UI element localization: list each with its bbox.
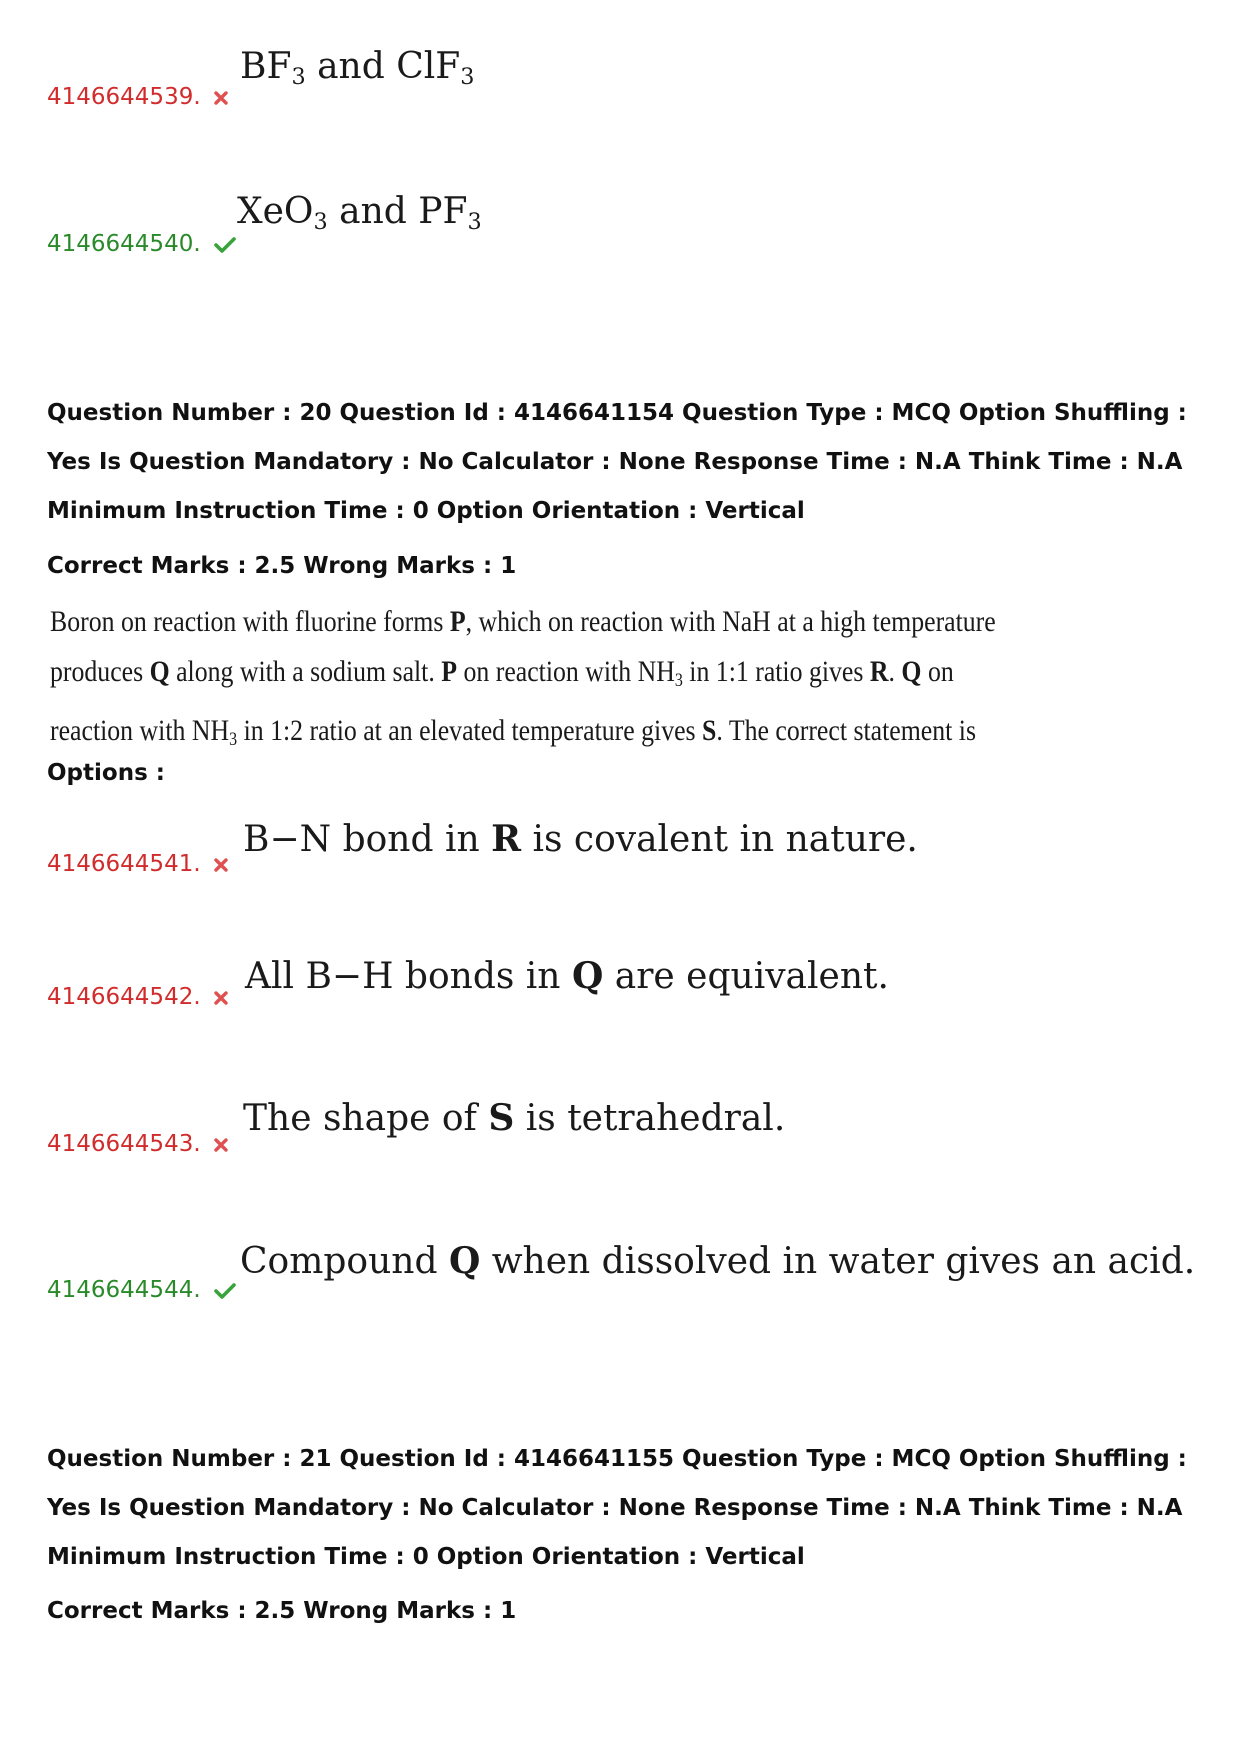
- option-text-4146644542: All B−H bonds in Q are equivalent.: [245, 955, 889, 997]
- option-text-4146644540: XeO$_3$ and $PF_3$: [237, 191, 482, 236]
- cross-icon: [214, 1138, 228, 1152]
- question-21-meta: Question Number : 21 Question Id : 4146641155 Question Type : MCQ Option Shuffling : Yes Is Question Mandatory : No Calculator : None Response Time : N.A Think Time : N.A Minimum Instruction Time : 0 Option Orientation : Vertical: [47, 1446, 1187, 1570]
- check-icon: [214, 1283, 236, 1299]
- question-20-meta: Question Number : 20 Question Id : 4146641154 Question Type : MCQ Option Shuffling : Yes Is Question Mandatory : No Calculator : None Response Time : N.A Think Time : N.A Minimum Instruction Time : 0 Option Orientation : Vertical: [47, 400, 1187, 524]
- stem-line-3: reaction with $NH_3$ in 1:2 ratio at an elevated temperature gives S. The correct statement is: [50, 714, 976, 751]
- option-id-4146644541: 4146644541.: [47, 851, 228, 877]
- option-text-4146644544: Compound Q when dissolved in water gives an acid.: [240, 1240, 1196, 1282]
- option-id-4146644542: 4146644542.: [47, 984, 228, 1010]
- question-20-marks: Correct Marks : 2.5 Wrong Marks : 1: [47, 553, 517, 579]
- cross-icon: [214, 91, 228, 105]
- question-20-stem: [50, 597, 996, 765]
- stem-line-1: Boron on reaction with fluorine forms P, which on reaction with NaH at a high temperature: [50, 605, 996, 638]
- cross-icon: [214, 858, 228, 872]
- option-id-4146644539: 4146644539.: [47, 84, 228, 110]
- options-label: Options :: [47, 760, 165, 786]
- cross-icon: [214, 991, 228, 1005]
- option-id-4146644543: 4146644543.: [47, 1131, 228, 1157]
- option-text-4146644541: B−N bond in R is covalent in nature.: [243, 818, 918, 860]
- stem-line-2: produces Q along with a sodium salt. P on reaction with $NH_3$ in 1:1 ratio gives R. Q on: [50, 655, 954, 692]
- option-id-4146644540: 4146644540.: [47, 231, 236, 257]
- option-text-4146644539: $BF_3$ and ClF$_3$: [240, 46, 475, 91]
- option-id-4146644544: 4146644544.: [47, 1277, 236, 1303]
- check-icon: [214, 237, 236, 253]
- question-21-marks: Correct Marks : 2.5 Wrong Marks : 1: [47, 1598, 517, 1624]
- option-text-4146644543: The shape of S is tetrahedral.: [243, 1097, 786, 1139]
